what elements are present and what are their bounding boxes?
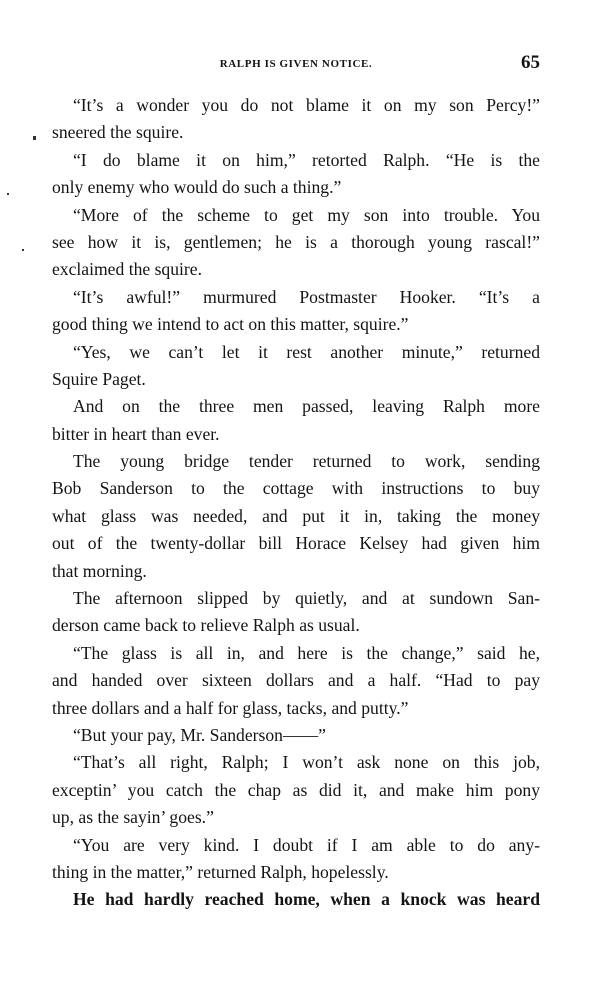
text-line: “More of the scheme to get my son into trouble. You: [73, 204, 540, 225]
margin-speck: [33, 136, 36, 140]
text-line: And on the three men passed, leaving Ralph more: [73, 396, 540, 417]
margin-speck: [22, 249, 24, 251]
text-line: “Yes, we can’t let it rest another minute,” returned: [73, 341, 540, 362]
text-line: three dollars and a half for glass, tacks, and putty.”: [52, 697, 409, 718]
text-line: derson came back to relieve Ralph as usual.: [52, 615, 360, 636]
running-head: RALPH IS GIVEN NOTICE.: [219, 58, 373, 70]
text-line: “You are very kind. I doubt if I am able to do any-: [73, 834, 540, 855]
text-line: up, as the sayin’ goes.”: [52, 807, 214, 828]
body-text: [52, 92, 540, 914]
text-line: “It’s awful!” murmured Postmaster Hooker. “It’s a: [73, 286, 540, 307]
text-line: Bob Sanderson to the cottage with instructions to buy: [52, 478, 540, 499]
text-line: and handed over sixteen dollars and a half. “Had to pay: [52, 670, 540, 691]
margin-speck: [7, 193, 9, 195]
text-line: that morning.: [52, 560, 147, 581]
text-line: exceptin’ you catch the chap as did it, and make him pony: [52, 779, 540, 800]
text-line: thing in the matter,” returned Ralph, hopelessly.: [52, 861, 389, 882]
text-line: The afternoon slipped by quietly, and at sundown San-: [73, 588, 540, 609]
text-line: “It’s a wonder you do not blame it on my son Percy!”: [73, 95, 540, 115]
text-line: Squire Paget.: [52, 368, 146, 389]
page-number: 65: [521, 52, 540, 73]
text-line: “That’s all right, Ralph; I won’t ask none on this job,: [73, 752, 540, 773]
page-header: [52, 52, 540, 78]
text-line: bitter in heart than ever.: [52, 423, 220, 444]
text-line: He had hardly reached home, when a knock was heard: [73, 889, 540, 910]
text-line: “But your pay, Mr. Sanderson——”: [73, 724, 326, 745]
text-line: what glass was needed, and put it in, taking the money: [52, 505, 540, 526]
text-line: good thing we intend to act on this matter, squire.”: [52, 314, 409, 335]
text-line: only enemy who would do such a thing.”: [52, 177, 342, 198]
text-line: sneered the squire.: [52, 122, 184, 143]
text-line: The young bridge tender returned to work, sending: [73, 451, 540, 472]
text-line: exclaimed the squire.: [52, 259, 202, 280]
text-line: “The glass is all in, and here is the change,” said he,: [73, 642, 540, 663]
text-line: out of the twenty-dollar bill Horace Kelsey had given him: [52, 533, 540, 554]
text-line: “I do blame it on him,” retorted Ralph. “He is the: [73, 149, 540, 170]
text-line: see how it is, gentlemen; he is a thorough young rascal!”: [52, 231, 540, 252]
